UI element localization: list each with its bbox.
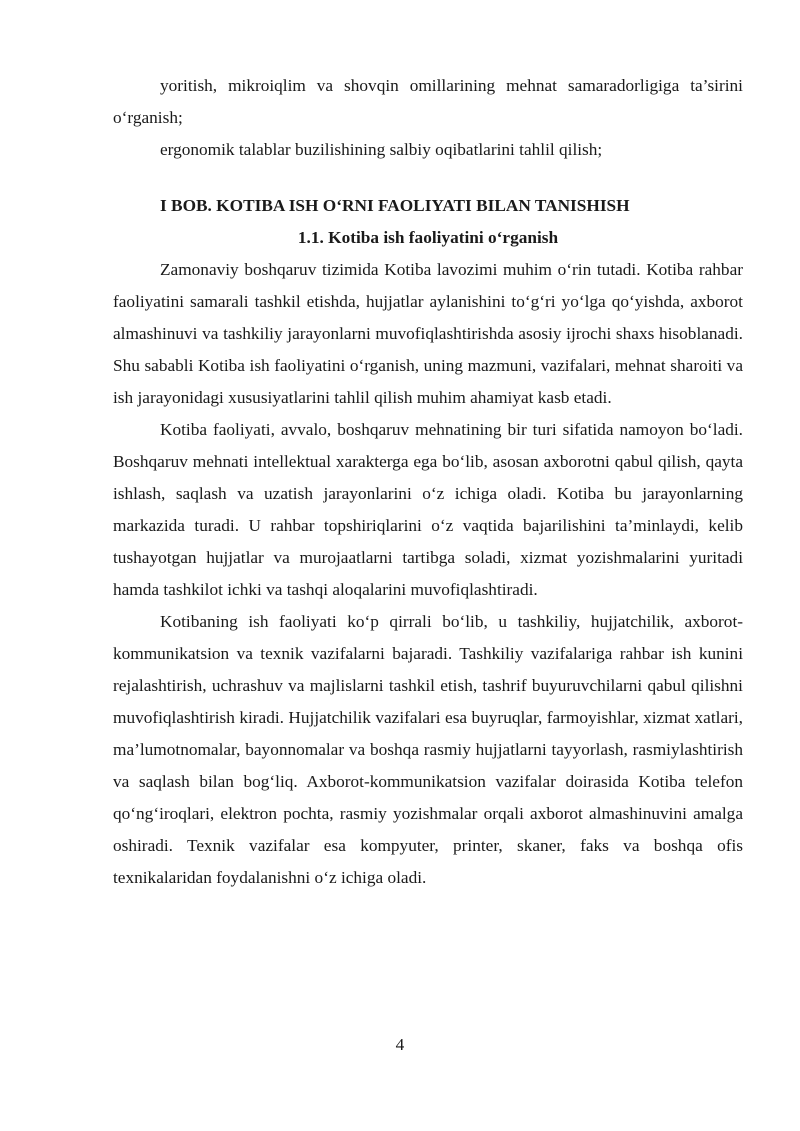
- intro-item-2: ergonomik talablar buzilishining salbiy oqibatlarini tahlil qilish;: [160, 140, 603, 159]
- body-paragraph-3: Kotibaning ish faoliyati ko‘p qirrali bo‘lib, u tashkiliy, hujjatchilik, axborot-kommunikatsion va texnik vazifalarni bajaradi. Tashkiliy vazifalariga rahbar ish kunini rejalashtirish, uchrashuv va majlislarni tashkil etish, tashrif buyuruvchilarni qabul qilishni muvofiqlashtirish kiradi. Hujjatchilik vazifalari esa buyruqlar, farmoyishlar, xizmat xatlari, ma’lumotnomalar, bayonnomalar va boshqa rasmiy hujjatlarni tayyorlash, rasmiylashtirish va saqlash bilan bog‘liq. Axborot-kommunikatsion vazifalar doirasida Kotiba telefon qo‘ng‘iroqlari, elektron pochta, rasmiy yozishmalar orqali axborot almashinuvini amalga oshiradi. Texnik vazifalar esa kompyuter, printer, skaner, faks va boshqa ofis texnikalaridan foydalanishni o‘z ichiga oladi.: [113, 612, 743, 887]
- body-paragraph-1: Zamonaviy boshqaruv tizimida Kotiba lavozimi muhim o‘rin tutadi. Kotiba rahbar faoliyatini samarali tashkil etishda, hujjatlar aylanishini to‘g‘ri yo‘lga qo‘yishda, axborot almashinuvi va tashkiliy jarayonlarni muvofiqlashtirishda asosiy ijrochi shaxs hisoblanadi. Shu sababli Kotiba ish faoliyatini o‘rganish, uning mazmuni, vazifalari, mehnat sharoiti va ish jarayonidagi xususiyatlarini tahlil qilish muhim ahamiyat kasb etadi.: [113, 260, 743, 407]
- section-title: 1.1. Kotiba ish faoliyatini o‘rganish: [297, 228, 559, 247]
- body-paragraph-2: Kotiba faoliyati, avvalo, boshqaruv mehnatining bir turi sifatida namoyon bo‘ladi. Boshqaruv mehnati intellektual xarakterga ega bo‘lib, asosan axborotni qabul qilish, qayta ishlash, saqlash va uzatish jarayonlarini o‘z ichiga oladi. Kotiba bu jarayonlarning markazida turadi. U rahbar topshiriqlarini o‘z vaqtida bajarilishini ta’minlaydi, kelib tushayotgan hujjatlar va murojaatlarni tartibga soladi, xizmat yozishmalarini yuritadi hamda tashkilot ichki va tashqi aloqalarini muvofiqlashtiradi.: [113, 420, 743, 599]
- chapter-title: I BOB. KOTIBA ISH O‘RNI FAOLIYATI BILAN TANISHISH: [160, 196, 630, 215]
- intro-item-1: yoritish, mikroiqlim va shovqin omillarining mehnat samaradorligiga ta’sirini o‘rganish;: [113, 76, 743, 127]
- page-number: 4: [395, 1035, 405, 1054]
